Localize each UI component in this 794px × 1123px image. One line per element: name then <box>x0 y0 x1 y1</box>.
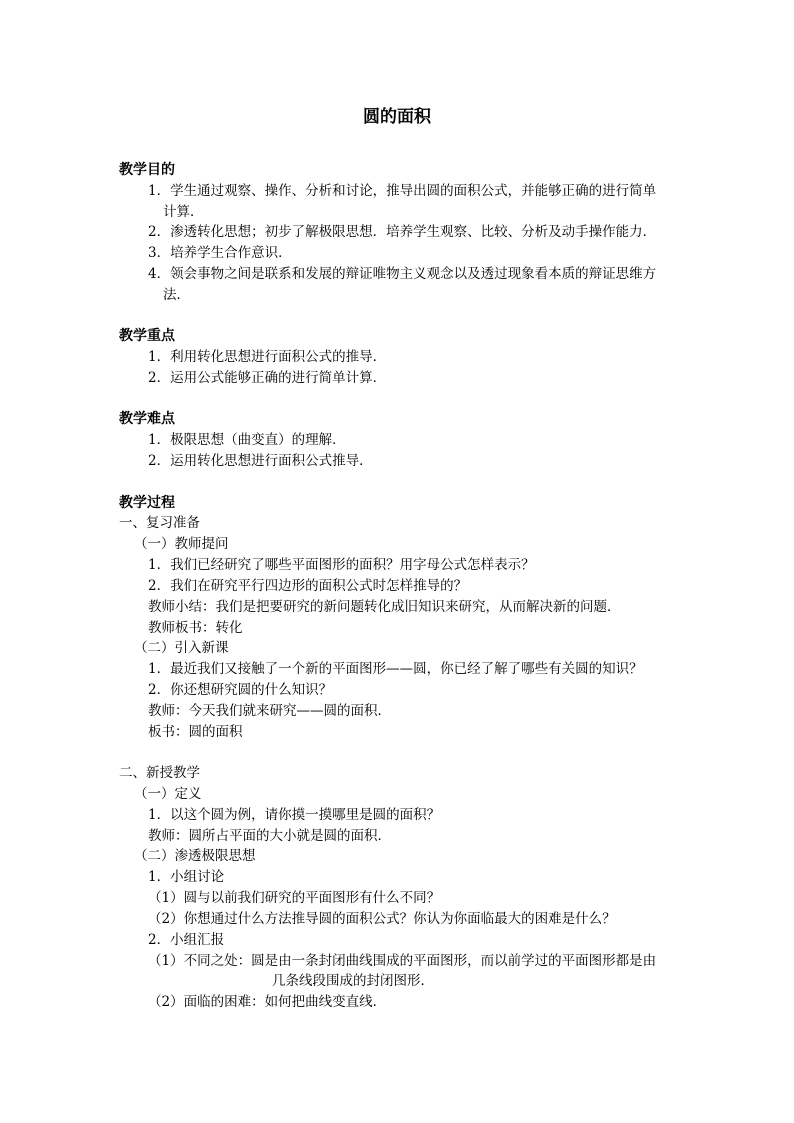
section-heading-difficulties: 教学难点 <box>119 411 175 427</box>
process-part-2-group-1: 1．小组讨论 <box>148 869 225 885</box>
section-heading-process: 教学过程 <box>119 495 175 511</box>
process-part-2-group-2: 2．小组汇报 <box>148 932 225 948</box>
process-part-2-group-2b: （2）面临的困难：如何把曲线变直线． <box>148 994 387 1010</box>
difficulty-item-1: 1．极限思想（曲变直）的理解． <box>148 432 346 448</box>
goal-item-1-line-1: 1．学生通过观察、操作、分析和讨论，推导出圆的面积公式，并能够正确的进行简单 <box>148 183 657 199</box>
process-part-1-sub-2: （二）引入新课 <box>134 640 229 656</box>
process-part-1-board-1: 教师板书：转化 <box>148 620 243 636</box>
process-part-2-group-1a: （1）圆与以前我们研究的平面图形有什么不同？ <box>148 890 441 906</box>
process-part-2-group-1b: （2）你想通过什么方法推导圆的面积公式？你认为你面临最大的困难是什么？ <box>148 911 616 927</box>
section-heading-key-points: 教学重点 <box>119 328 175 344</box>
process-part-1-teacher: 教师：今天我们就来研究——圆的面积． <box>148 703 391 719</box>
difficulty-item-2: 2．运用转化思想进行面积公式推导． <box>148 453 373 469</box>
process-part-1-summary: 教师小结：我们是把要研究的新问题转化成旧知识来研究，从而解决新的问题． <box>148 599 621 615</box>
process-part-1-new-2: 2．你还想研究圆的什么知识？ <box>148 682 333 698</box>
process-part-2-group-2a-line-2: 几条线段围成的封闭图形． <box>272 973 434 989</box>
process-part-2-definition-teacher: 教师：圆所占平面的大小就是圆的面积． <box>148 828 391 844</box>
goal-item-4-line-1: 4．领会事物之间是联系和发展的辩证唯物主义观念以及透过现象看本质的辩证思维方 <box>148 266 657 282</box>
process-part-1-heading: 一、复习准备 <box>119 515 200 531</box>
process-part-2-sub-2: （二）渗透极限思想 <box>134 848 256 864</box>
goal-item-3: 3．培养学生合作意识． <box>148 245 292 261</box>
page-title: 圆的面积 <box>363 107 431 127</box>
process-part-1-question-1: 1．我们已经研究了哪些平面图形的面积？用字母公式怎样表示？ <box>148 557 535 573</box>
goal-item-4-line-2: 法． <box>163 287 190 303</box>
process-part-2-heading: 二、新授教学 <box>119 765 200 781</box>
process-part-2-sub-1: （一）定义 <box>134 786 202 802</box>
process-part-1-new-1: 1．最近我们又接触了一个新的平面图形——圆，你已经了解了哪些有关圆的知识？ <box>148 661 643 677</box>
process-part-2-definition-1: 1．以这个圆为例，请你摸一摸哪里是圆的面积？ <box>148 807 441 823</box>
key-point-item-2: 2．运用公式能够正确的进行简单计算． <box>148 370 387 386</box>
goal-item-2: 2．渗透转化思想；初步了解极限思想．培养学生观察、比较、分析及动手操作能力． <box>148 224 657 240</box>
goal-item-1-line-2: 计算． <box>163 204 204 220</box>
section-heading-goals: 教学目的 <box>119 162 175 178</box>
process-part-2-group-2a-line-1: （1）不同之处：圆是由一条封闭曲线围成的平面图形，而以前学过的平面图形都是由 <box>148 953 657 969</box>
key-point-item-1: 1．利用转化思想进行面积公式的推导． <box>148 349 387 365</box>
process-part-1-board-2: 板书：圆的面积 <box>148 724 243 740</box>
process-part-1-sub-1: （一）教师提问 <box>134 536 229 552</box>
process-part-1-question-2: 2．我们在研究平行四边形的面积公式时怎样推导的？ <box>148 578 468 594</box>
